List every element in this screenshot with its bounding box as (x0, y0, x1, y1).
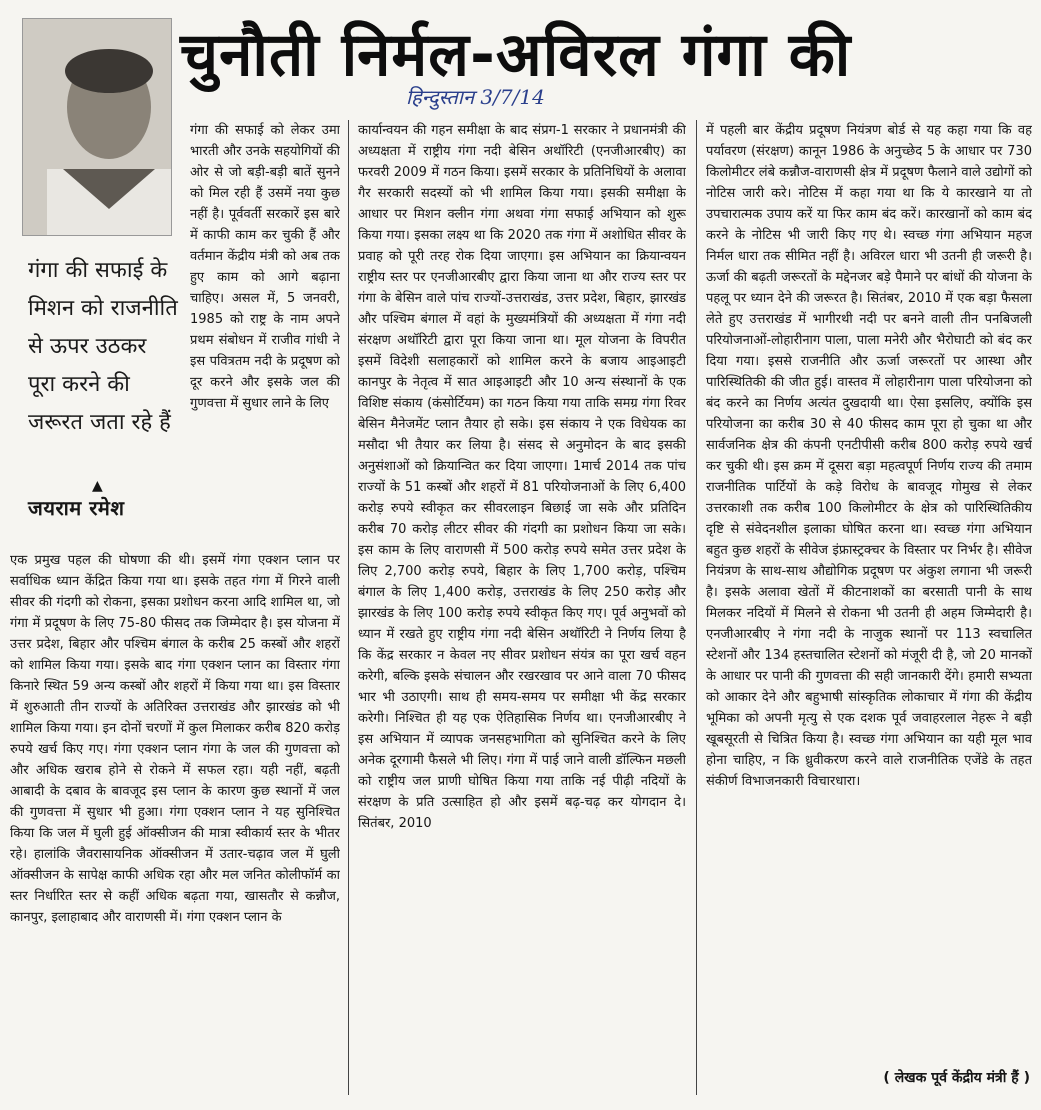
body-column-1-top: गंगा की सफाई को लेकर उमा भारती और उनके सहयोगियों की ओर से जो बड़ी-बड़ी बातें सुनने को मिल रही हैं उसमें नया कुछ नहीं है। पूर्ववर्ती सरकारें इस बारे में काफी काम कर चुकी हैं और वर्तमान केंद्रीय मंत्री को अब तक हुए काम को आगे बढ़ाना चाहिए। असल में, 5 जनवरी, 1985 को राष्ट्र के नाम अपने प्रथम संबोधन में राजीव गांधी ने इस पवित्रतम नदी के प्रदूषण को दूर करने और इसके जल की गुणवत्ता में सुधार लाने के लिए (190, 123, 340, 411)
handwritten-date-note (402, 78, 732, 124)
body-column-1-bottom: एक प्रमुख पहल की घोषणा की थी। इसमें गंगा एक्शन प्लान पर सर्वाधिक ध्यान केंद्रित किया गया था। इसके तहत गंगा में गिरने वाली सीवर की गंदगी को रोकना, इसका प्रशोधन करना आदि शामिल था, जो गंगा में प्रदूषण के लिए 75-80 फीसद तक जिम्मेदार है। इस योजना में उत्तर प्रदेश, बिहार और पश्चिम बंगाल के करीब 25 कस्बों और शहरों को शामिल किया गया। इसके बाद गंगा एक्शन प्लान का विस्तार गंगा किनारे स्थित 59 अन्य कस्बों और शहरों में किया गया था। इस विस्तार में शुरुआती तीन राज्यों के अतिरिक्त उत्तराखंड और झारखंड को भी शामिल किया गया। इन दोनों चरणों में कुल मिलाकर करीब 820 करोड़ रुपये खर्च किए गए। गंगा एक्शन प्लान गंगा के जल की गुणवत्ता को और अधिक खराब होने से रोकने में सफल रहा। यही नहीं, बढ़ती आबादी के दबाव के बावजूद इस प्लान के कारण कुछ स्थानों में जल की गुणवत्ता में सुधार भी हुआ। गंगा एक्शन प्लान ने यह सुनिश्चित किया कि जल में घुली हुई ऑक्सीजन की मात्रा स्वीकार्य स्तर के भीतर रहे। हालांकि जैवरासायनिक ऑक्सीजन में उतार-चढ़ाव जल में घुली ऑक्सीजन के सापेक्ष काफी अधिक रहा और मल जनित कोलीफॉर्म का स्तर निर्धारित स्तर से कहीं अधिक बढ़ता गया, खासतौर से कन्नौज, कानपुर, इलाहाबाद और वाराणसी में। गंगा एक्शन प्लान के (10, 553, 340, 925)
headline: चुनौती निर्मल-अविरल गंगा की (180, 20, 852, 90)
column-divider (696, 120, 697, 1095)
pull-quote: गंगा की सफाई के मिशन को राजनीति से ऊपर उठकर पूरा करने की जरूरत जता रहे हैं (28, 258, 178, 435)
column-divider (348, 120, 349, 1095)
author-credit: ( लेखक पूर्व केंद्रीय मंत्री हैं ) (883, 1070, 1030, 1086)
handwritten-note-text: हिन्दुस्तान 3/7/14 (406, 85, 545, 109)
author-photo (22, 18, 172, 236)
body-column-2: कार्यान्वयन की गहन समीक्षा के बाद संप्रग-1 सरकार ने प्रधानमंत्री की अध्यक्षता में राष्ट्रीय गंगा नदी बेसिन अथॉरिटी (एनजीआरबीए) का फरवरी 2009 में गठन किया। इसमें सरकार के प्रतिनिधियों के अलावा गैर सरकारी सदस्यों को भी शामिल किया गया। इसकी समीक्षा के आधार पर मिशन क्लीन गंगा अथवा गंगा सफाई अभियान को शुरू किया गया। इसका लक्ष्य था कि 2020 तक गंगा में अशोधित सीवर के प्रवाह को पूरी तरह रोक दिया जाएगा। इस अभियान का क्रियान्वयन राष्ट्रीय स्तर पर एनजीआरबीए द्वारा किया जाना था और राज्य स्तर पर गंगा के बेसिन वाले पांच राज्यों-उत्तराखंड, उत्तर प्रदेश, बिहार, झारखंड और पश्चिम बंगाल में वहां के मुख्यमंत्रियों की अध्यक्षता में गंगा नदी संरक्षण अथॉरिटी द्वारा पूरा किया जाना था। मूल योजना के विपरीत इसमें विदेशी सलाहकारों को शामिल करने के बजाय आइआइटी कानपुर के नेतृत्व में सात आइआइटी और 10 अन्य संस्थानों के एक विशिष्ट संकाय (कंसोर्टियम) का गठन किया गया ताकि समग्र गंगा रिवर बेसिन मैनेजमेंट प्लान तैयार हो सके। इस संकाय ने एक विधेयक का मसौदा भी तैयार कर लिया है। संसद से अनुमोदन के बाद इसकी अनुसंशाओं को क्रियान्वित कर दिया जाएगा। 1मार्च 2014 तक पांच राज्यों के 51 कस्बों और शहरों में 81 परियोजनाओं के लिए 6,400 करोड़ रुपये स्वीकृत कर सीवरलाइन बिछाई जा सके और प्रतिदिन करीब 70 करोड़ लीटर सीवर की गंदगी का प्रशोधन किया जा सके। इस काम के लिए वाराणसी में 500 करोड़ रुपये समेत उत्तर प्रदेश के लिए 2,700 करोड़ रुपये, बिहार के लिए 1,700 करोड़, पश्चिम बंगाल के लिए 1,400 करोड़, उत्तराखंड के लिए 250 करोड़ और झारखंड के लिए 100 करोड़ रुपये स्वीकृत किए गए। पूर्व अनुभवों को ध्यान में रखते हुए राष्ट्रीय गंगा नदी बेसिन अथॉरिटी ने निर्णय लिया है कि केंद्र सरकार न केवल नए सीवर प्रशोधन संयंत्र का पूरा खर्च वहन करेगी, बल्कि इसके संचालन और रखरखाव पर आने वाला 70 फीसद भार भी उठाएगी। साथ ही समय-समय पर समीक्षा भी केंद्र सरकार करेगी। निश्चित ही यह एक ऐतिहासिक निर्णय था। एनजीआरबीए ने इस अभियान में व्यापक जनसहभागिता को सुनिश्चित करने के लिए अनेक दूरगामी फैसले भी लिए। गंगा में पाई जाने वाली डॉल्फिन मछली को राष्ट्रीय जल प्राणी घोषित किया गया ताकि नई पीढ़ी नदियों के संरक्षण के प्रति उत्साहित हो और इसमें बढ़-चढ़ कर योगदान दे। सितंबर, 2010 (358, 123, 686, 831)
triangle-marker-icon: ▲ (92, 478, 103, 494)
body-column-3: में पहली बार केंद्रीय प्रदूषण नियंत्रण बोर्ड से यह कहा गया कि वह पर्यावरण (संरक्षण) कानून 1986 के अनुच्छेद 5 के आधार पर 730 किलोमीटर लंबे कन्नौज-वाराणसी क्षेत्र में प्रदूषण फैलाने वाले उद्योगों को नोटिस जारी करे। नोटिस में कहा गया था कि ये कारखाने या तो उपचारात्मक उपाय करें या फिर काम बंद करें। कारखानों को काम बंद करने के नोटिस भी जारी किए गए थे। स्वच्छ गंगा अभियान महज निर्मल धारा तक सीमित नहीं है। अविरल धारा भी उतनी ही जरूरी है। ऊर्जा की बढ़ती जरूरतों के मद्देनजर बड़े पैमाने पर बांधों की योजना के पहलू पर ध्यान देने की जरूरत है। सितंबर, 2010 में एक बड़ा फैसला लेते हुए उत्तराखंड में भागीरथी नदी पर बनने वाली तीन पनबिजली परियोजनाओं-लोहारीनाग पाला, पाला मनेरी और भैरोघाटी को बंद कर दिया गया। इससे राजनीति और ऊर्जा जरूरतों पर आस्था और पारिस्थितिकी की जीत हुई। वास्तव में लोहारीनाग पाला परियोजना को बंद करने का निर्णय अत्यंत दुखदायी था। ऐसा इसलिए, क्योंकि इस परियोजना का करीब 30 से 40 फीसद काम पूरा हो चुका था और सार्वजनिक क्षेत्र की कंपनी एनटीपीसी करीब 800 करोड़ रुपये खर्च कर चुकी थी। इस क्रम में दूसरा बड़ा महत्वपूर्ण निर्णय राज्य की तमाम राजनीतिक पार्टियों के कड़े विरोध के बावजूद गोमुख से लेकर उत्तरकाशी तक करीब 100 किलोमीटर के क्षेत्र को पारिस्थितिकीय दृष्टि से संवेदनशील इलाका घोषित करना था। स्वच्छ गंगा अभियान बहुत कुछ शहरों के सीवेज इंफ्रास्ट्रक्चर के विस्तार पर निर्भर है। सीवेज नियंत्रण के साथ-साथ औद्योगिक प्रदूषण पर अंकुश लगाना भी जरूरी है। इसके अलावा खेतों में कीटनाशकों का बरसाती पानी के साथ मिलकर नदियों में मिलने से रोकना भी उतनी ही अहम जिम्मेदारी है। एनजीआरबीए ने गंगा नदी के नाजुक स्थानों पर 113 स्वचालित स्टेशनों और 134 हस्तचालित स्टेशनों को मंजूरी दी है, जो 20 मानकों के आधार पर पानी की गुणवत्ता की सही जानकारी देंगे। हमारी सभ्यता को आकार देने और बहुभाषी सांस्कृतिक लोकाचार में गंगा की केंद्रीय भूमिका को अपनी मृत्यु से एक दशक पूर्व जवाहरलाल नेहरू ने बड़ी खूबसूरती से चित्रित किया है। स्वच्छ गंगा अभियान का यही मूल भाव होना चाहिए, न कि ध्रुवीकरण करने वाले राजनीतिक एजेंडे के तहत संकीर्ण विभाजनकारी विचारधारा। (706, 123, 1032, 789)
author-byline: जयराम रमेश (28, 496, 125, 520)
